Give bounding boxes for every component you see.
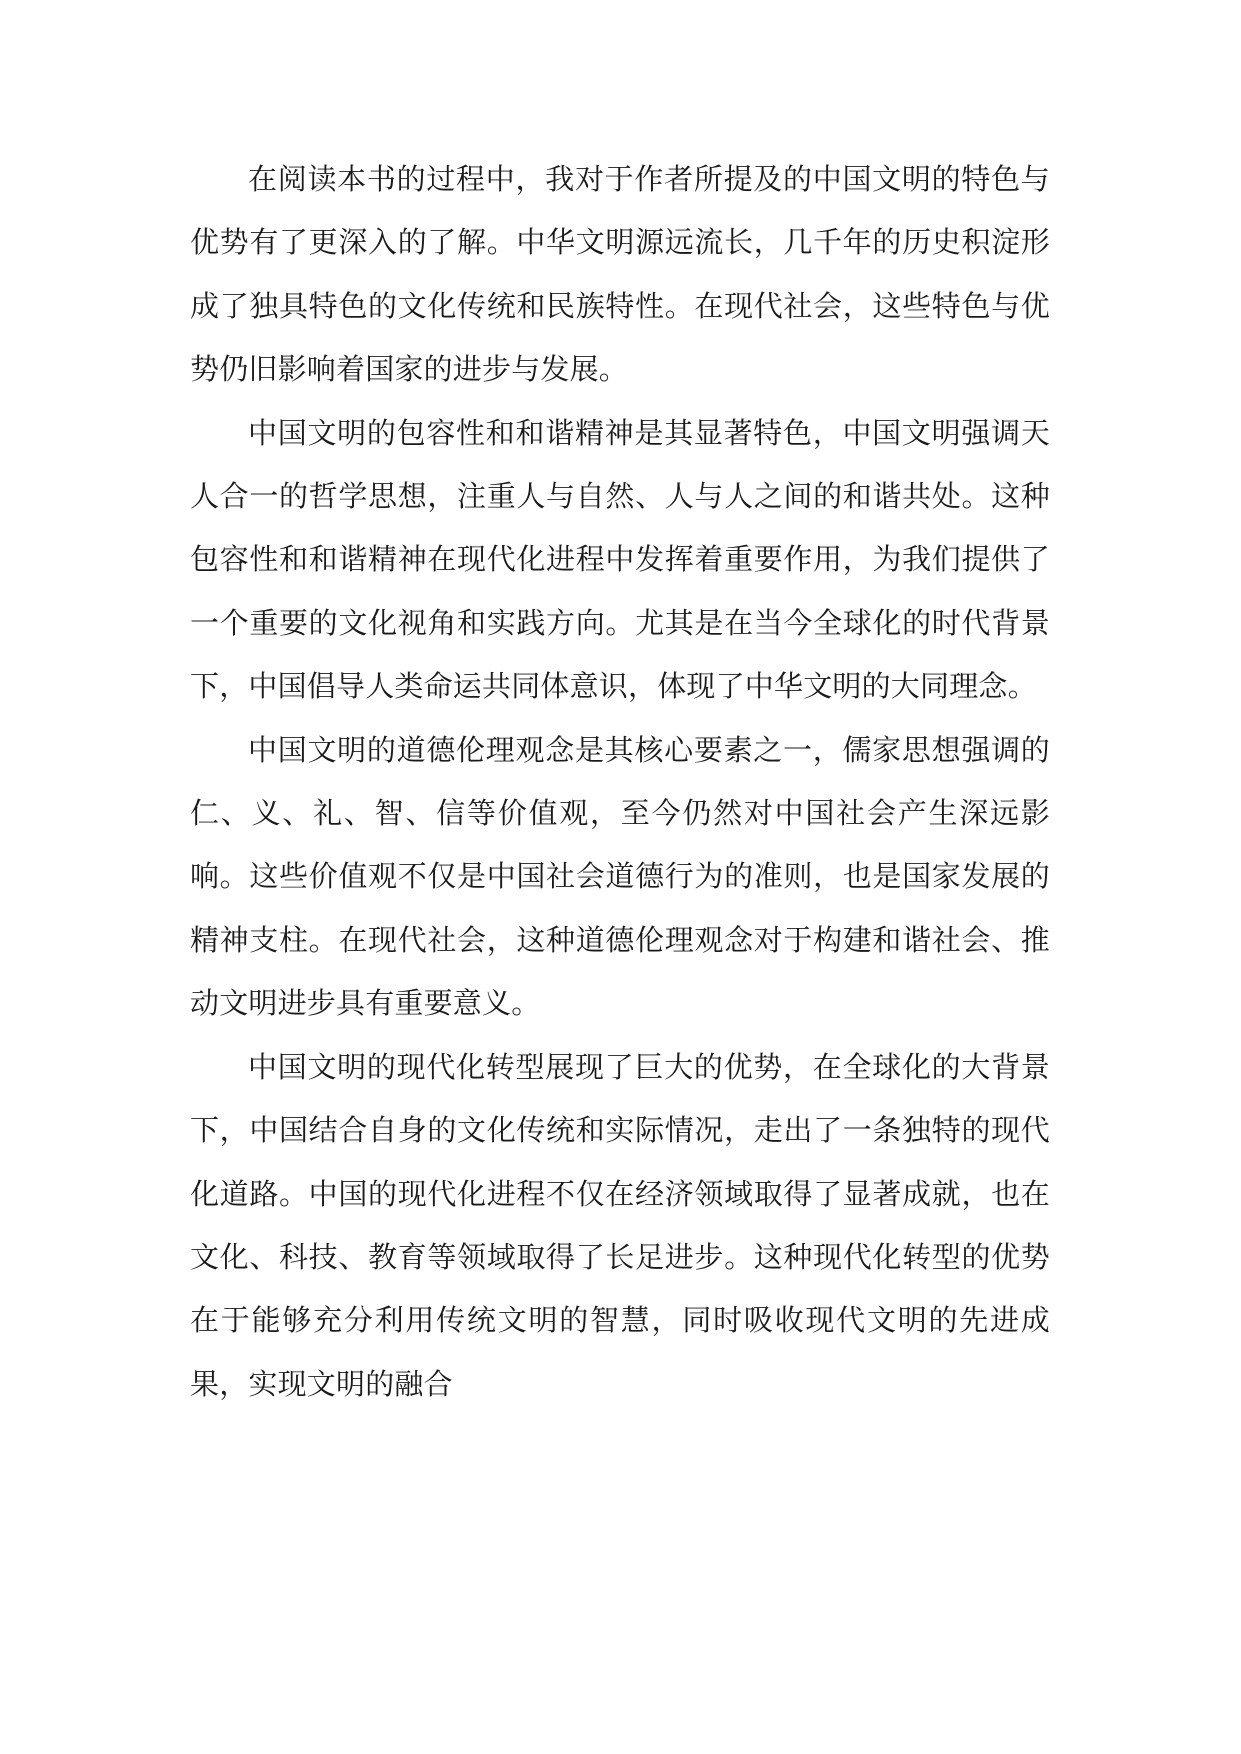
- paragraph-1: 在阅读本书的过程中，我对于作者所提及的中国文明的特色与优势有了更深入的了解。中华文明源远流长，几千年的历史积淀形成了独具特色的文化传统和民族特性。在现代社会，这些特色与优势仍旧影响着国家的进步与发展。: [190, 162, 1050, 387]
- document-body: [190, 148, 1050, 1416]
- paragraph-4: 中国文明的现代化转型展现了巨大的优势，在全球化的大背景下，中国结合自身的文化传统和实际情况，走出了一条独特的现代化道路。中国的现代化进程不仅在经济领域取得了显著成就，也在文化、科技、教育等领域取得了长足进步。这种现代化转型的优势在于能够充分利用传统文明的智慧，同时吸收现代文明的先进成果，实现文明的融合: [190, 1049, 1050, 1401]
- paragraph-3: 中国文明的道德伦理观念是其核心要素之一，儒家思想强调的仁、义、礼、智、信等价值观，至今仍然对中国社会产生深远影响。这些价值观不仅是中国社会道德行为的准则，也是国家发展的精神支柱。在现代社会，这种道德伦理观念对于构建和谐社会、推动文明进步具有重要意义。: [190, 732, 1050, 1021]
- paragraph-2: 中国文明的包容性和和谐精神是其显著特色，中国文明强调天人合一的哲学思想，注重人与自然、人与人之间的和谐共处。这种包容性和和谐精神在现代化进程中发挥着重要作用，为我们提供了一个重要的文化视角和实践方向。尤其是在当今全球化的时代背景下，中国倡导人类命运共同体意识，体现了中华文明的大同理念。: [190, 415, 1050, 704]
